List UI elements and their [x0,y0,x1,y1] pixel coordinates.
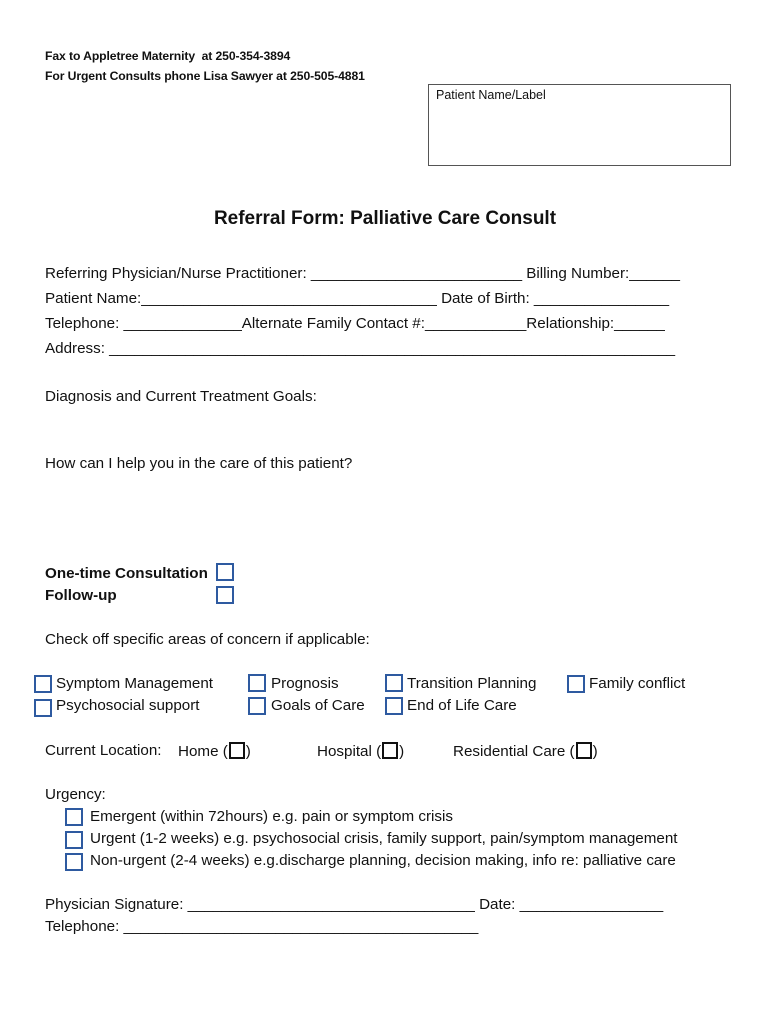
location-hospital-close: ) [399,743,405,760]
signature-telephone-line[interactable]: Telephone: __________________________________________ [45,918,479,935]
family-conflict-checkbox[interactable] [567,675,585,693]
location-hospital-label: Hospital ( [317,743,382,760]
urgent-checkbox[interactable] [65,831,83,849]
address-line[interactable]: Address: ___________________________________________________________________ [45,340,676,357]
patient-label-box[interactable] [428,84,731,166]
emergent-label: Emergent (within 72hours) e.g. pain or symptom crisis [90,808,453,825]
prognosis-label: Prognosis [271,675,339,692]
residential-care-checkbox[interactable] [576,742,592,759]
end-of-life-care-label: End of Life Care [407,697,517,714]
location-home[interactable] [178,742,251,760]
urgent-label: Urgent (1-2 weeks) e.g. psychosocial crisis, family support, pain/symptom management [90,830,678,847]
psychosocial-support-label: Psychosocial support [56,697,200,714]
location-hospital[interactable] [317,742,404,760]
goals-of-care-checkbox[interactable] [248,697,266,715]
location-residential-label: Residential Care ( [453,743,575,760]
home-checkbox[interactable] [229,742,245,759]
symptom-management-label: Symptom Management [56,675,214,692]
non-urgent-label: Non-urgent (2-4 weeks) e.g.discharge planning, decision making, info re: palliative care [90,852,676,869]
patient-label-caption: Patient Name/Label [436,88,546,102]
diagnosis-question: Diagnosis and Current Treatment Goals: [45,388,317,405]
one-time-consultation-checkbox[interactable] [216,563,234,581]
location-home-label: Home ( [178,743,228,760]
urgent-consult-instruction: For Urgent Consults phone Lisa Sawyer at 250-505-4881 [45,69,365,83]
patient-name-dob-line[interactable]: Patient Name:___________________________________ Date of Birth: ________________ [45,290,670,307]
prognosis-checkbox[interactable] [248,674,266,692]
location-residential[interactable] [453,742,598,760]
transition-planning-label: Transition Planning [407,675,537,692]
physician-billing-line[interactable]: Referring Physician/Nurse Practitioner: _________________________ Billing Number:______ [45,265,680,282]
location-residential-close: ) [592,743,598,760]
location-home-close: ) [245,743,251,760]
one-time-consultation-label: One-time Consultation [45,565,208,582]
physician-signature-line[interactable]: Physician Signature: __________________________________ Date: _________________ [45,896,664,913]
concerns-prompt: Check off specific areas of concern if applicable: [45,631,370,648]
non-urgent-checkbox[interactable] [65,853,83,871]
hospital-checkbox[interactable] [382,742,398,759]
psychosocial-support-checkbox[interactable] [34,699,52,717]
help-question: How can I help you in the care of this patient? [45,455,353,472]
follow-up-label: Follow-up [45,587,117,604]
urgency-label: Urgency: [45,786,106,803]
fax-instruction: Fax to Appletree Maternity at 250-354-3894 [45,49,291,63]
family-conflict-label: Family conflict [589,675,686,692]
end-of-life-care-checkbox[interactable] [385,697,403,715]
telephone-contact-line[interactable]: Telephone: ______________Alternate Family Contact #:____________Relationship:______ [45,315,665,332]
transition-planning-checkbox[interactable] [385,674,403,692]
symptom-management-checkbox[interactable] [34,675,52,693]
goals-of-care-label: Goals of Care [271,697,365,714]
current-location-label: Current Location: [45,742,162,759]
emergent-checkbox[interactable] [65,808,83,826]
form-title: Referral Form: Palliative Care Consult [213,208,557,229]
follow-up-checkbox[interactable] [216,586,234,604]
